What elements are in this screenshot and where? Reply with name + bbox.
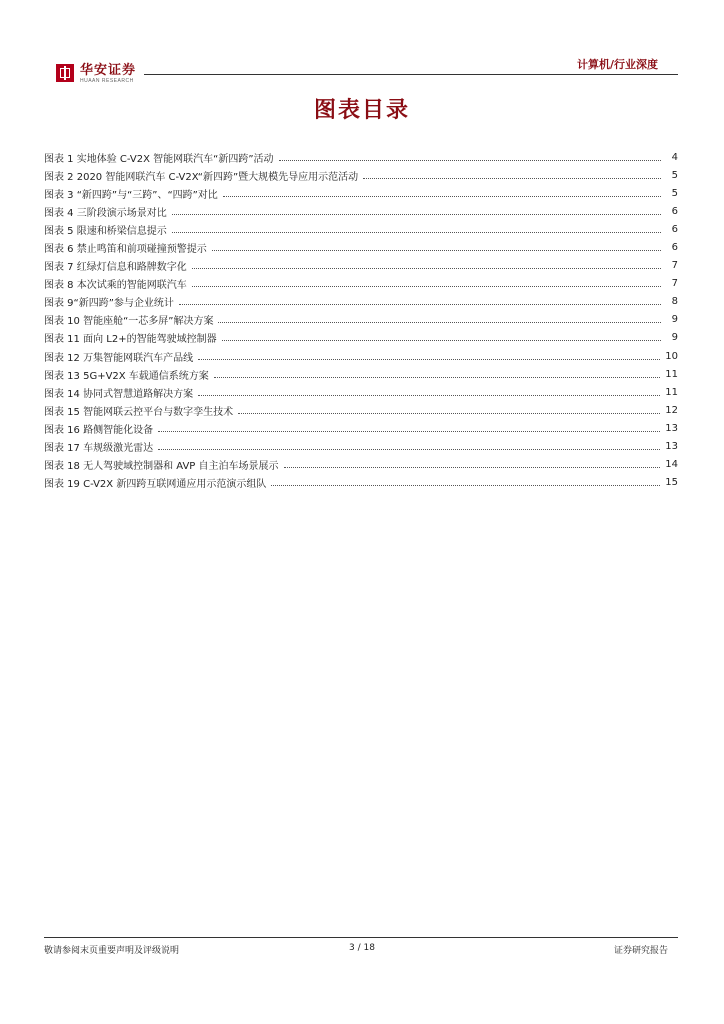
- toc-entry-label: 图表 16 路侧智能化设备: [44, 424, 154, 436]
- toc-entry-label: 图表 1 实地体验 C-V2X 智能网联汽车“新四跨”活动: [44, 153, 274, 165]
- toc-entry-label: 图表 10 智能座舱“一芯多屏”解决方案: [44, 316, 214, 328]
- toc-leader-dots: [222, 332, 661, 341]
- toc-entry-page: 5: [671, 169, 678, 181]
- toc-entry[interactable]: [44, 419, 678, 437]
- toc-entry[interactable]: [44, 311, 678, 329]
- footer-divider: [44, 937, 678, 938]
- toc-entry[interactable]: [44, 365, 678, 383]
- toc-entry-page: 7: [671, 278, 678, 290]
- toc-entry-page: 15: [665, 477, 678, 489]
- toc-leader-dots: [279, 152, 662, 161]
- toc-leader-dots: [158, 423, 660, 432]
- toc-entry[interactable]: [44, 257, 678, 275]
- toc-leader-dots: [238, 405, 660, 414]
- toc-entry[interactable]: [44, 184, 678, 202]
- toc-leader-dots: [218, 314, 661, 323]
- toc-leader-dots: [214, 369, 660, 378]
- toc-entry-label: 图表 13 5G+V2X 车载通信系统方案: [44, 370, 209, 382]
- toc-entry-label: 图表 8 本次试乘的智能网联汽车: [44, 280, 187, 292]
- page-title: 图表目录: [313, 98, 410, 123]
- toc-entry-label: 图表 4 三阶段演示场景对比: [44, 207, 167, 219]
- toc-entry-page: 6: [671, 242, 678, 254]
- toc-entry[interactable]: [44, 275, 678, 293]
- toc-entry-page: 6: [671, 205, 678, 217]
- toc-entry-label: 图表 5 限速和桥梁信息提示: [44, 225, 167, 237]
- toc-leader-dots: [198, 351, 660, 360]
- toc-entry-label: 图表 12 万集智能网联汽车产品线: [44, 352, 194, 364]
- toc-entry[interactable]: [44, 329, 678, 347]
- toc-leader-dots: [271, 477, 660, 486]
- page-header: [44, 56, 678, 86]
- toc-entry-page: 4: [671, 151, 678, 163]
- table-of-figures: [44, 148, 678, 492]
- toc-entry-page: 6: [671, 223, 678, 235]
- toc-entry-page: 12: [665, 404, 678, 416]
- toc-entry-page: 9: [671, 332, 678, 344]
- toc-entry-label: 图表 11 面向 L2+的智能驾驶域控制器: [44, 334, 217, 346]
- toc-entry-label: 图表 19 C-V2X 新四跨互联网通应用示范演示组队: [44, 479, 267, 491]
- toc-entry[interactable]: [44, 401, 678, 419]
- toc-entry-label: 图表 3 “新四跨”与“三跨”、“四跨”对比: [44, 189, 218, 201]
- toc-leader-dots: [192, 260, 661, 269]
- toc-entry[interactable]: [44, 438, 678, 456]
- toc-entry-page: 10: [665, 350, 678, 362]
- toc-entry[interactable]: [44, 202, 678, 220]
- toc-entry-page: 13: [665, 441, 678, 453]
- toc-entry-page: 7: [671, 260, 678, 272]
- toc-leader-dots: [179, 296, 661, 305]
- header-divider: [144, 74, 678, 75]
- toc-entry-label: 图表 9“新四跨”参与企业统计: [44, 298, 174, 310]
- company-logo: [56, 64, 136, 85]
- toc-entry-label: 图表 6 禁止鸣笛和前项碰撞预警提示: [44, 244, 207, 256]
- toc-entry[interactable]: [44, 166, 678, 184]
- logo-icon: [56, 64, 74, 82]
- toc-entry-page: 13: [665, 422, 678, 434]
- toc-entry-label: 图表 14 协同式智慧道路解决方案: [44, 388, 194, 400]
- toc-entry-page: 5: [671, 187, 678, 199]
- toc-entry[interactable]: [44, 383, 678, 401]
- toc-entry[interactable]: [44, 474, 678, 492]
- toc-entry[interactable]: [44, 456, 678, 474]
- toc-leader-dots: [212, 242, 661, 251]
- logo-subtitle: HUAAN RESEARCH: [80, 78, 134, 84]
- toc-entry-page: 11: [665, 386, 678, 398]
- toc-leader-dots: [158, 441, 660, 450]
- footer-disclaimer: 敬请参阅末页重要声明及评级说明: [44, 946, 180, 956]
- toc-leader-dots: [192, 278, 661, 287]
- toc-leader-dots: [172, 206, 661, 215]
- toc-leader-dots: [284, 459, 661, 468]
- toc-entry-page: 11: [665, 368, 678, 380]
- logo-name: 华安证券: [80, 63, 137, 78]
- toc-entry[interactable]: [44, 238, 678, 256]
- toc-leader-dots: [363, 170, 661, 179]
- toc-entry[interactable]: [44, 148, 678, 166]
- toc-leader-dots: [172, 224, 661, 233]
- toc-entry-label: 图表 18 无人驾驶域控制器和 AVP 自主泊车场景展示: [44, 461, 279, 473]
- toc-leader-dots: [198, 387, 660, 396]
- page-number: 3 / 18: [349, 943, 375, 953]
- toc-entry-page: 9: [671, 314, 678, 326]
- toc-entry[interactable]: [44, 347, 678, 365]
- toc-entry-label: 图表 17 车规级激光雷达: [44, 443, 154, 455]
- footer-report-type: 证券研究报告: [613, 946, 668, 956]
- toc-entry-label: 图表 2 2020 智能网联汽车 C-V2X“新四跨”暨大规模先导应用示范活动: [44, 171, 359, 183]
- toc-entry[interactable]: [44, 293, 678, 311]
- toc-entry[interactable]: [44, 220, 678, 238]
- report-category: 计算机/行业深度: [573, 56, 658, 72]
- toc-entry-page: 14: [665, 459, 678, 471]
- toc-leader-dots: [223, 188, 661, 197]
- toc-entry-page: 8: [671, 296, 678, 308]
- toc-entry-label: 图表 7 红绿灯信息和路牌数字化: [44, 262, 187, 274]
- toc-entry-label: 图表 15 智能网联云控平台与数字孪生技术: [44, 406, 234, 418]
